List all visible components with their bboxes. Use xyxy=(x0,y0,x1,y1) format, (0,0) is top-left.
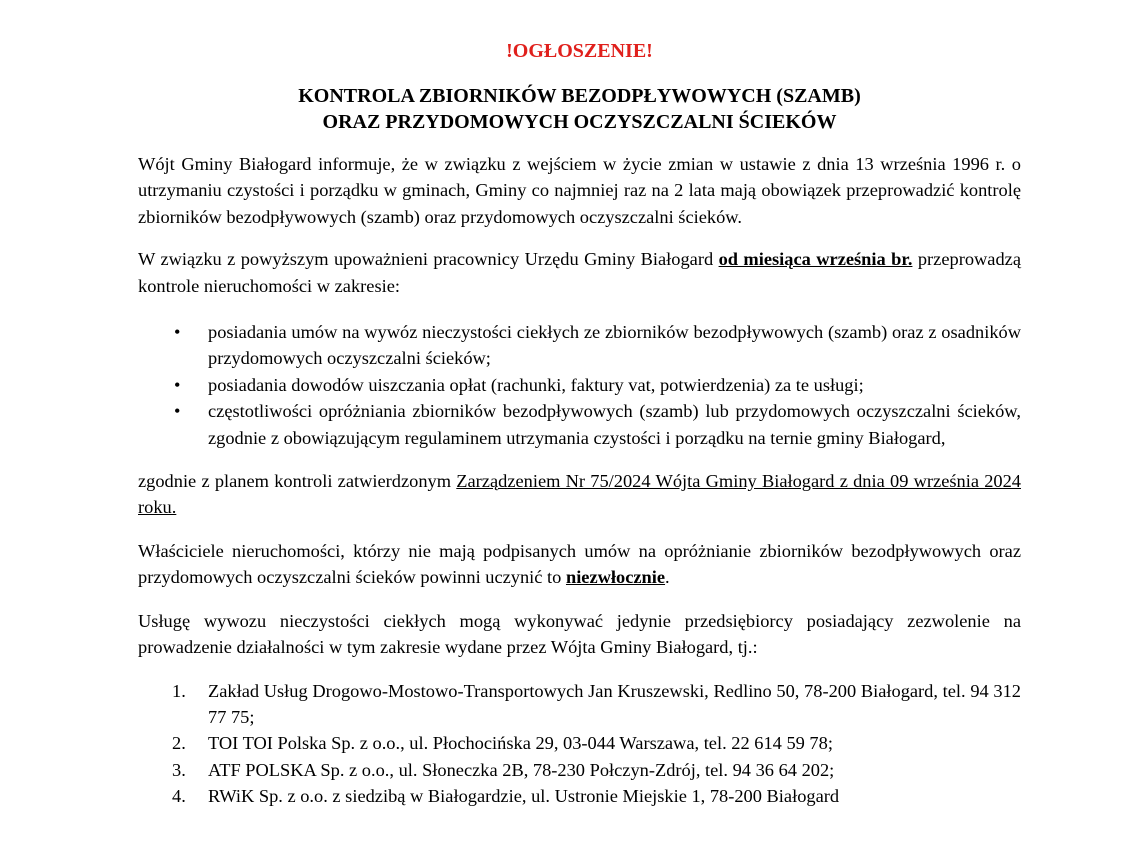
list-number: 3. xyxy=(172,759,186,780)
title-line-2: ORAZ PRZYDOMOWYCH OCZYSZCZALNI ŚCIEKÓW xyxy=(322,111,837,133)
firm-text: Zakład Usług Drogowo-Mostowo-Transportowych Jan Kruszewski, Redlino 50, 78-200 Białogard, tel. 94 312 77 75; xyxy=(208,680,1021,727)
title-line-1: KONTROLA ZBIORNIKÓW BEZODPŁYWOWYCH (SZAMB) xyxy=(298,85,861,107)
start-date-emphasis: od miesiąca września br. xyxy=(718,249,913,270)
intro-paragraph: Wójt Gminy Białogard informuje, że w związku z wejściem w życie zmian w ustawie z dnia 13 września 1996 r. o utrzymaniu czystości i porządku w gminach, Gminy co najmniej raz na 2 lata mają obowiązek przeprowadzić kontrolę zbiorników bezodpływowych (szamb) oraz przydomowych oczyszczalni ścieków. xyxy=(138,154,1021,227)
scope-text-before: W związku z powyższym upoważnieni pracownicy Urzędu Gminy Białogard xyxy=(138,249,719,270)
bullet-icon: • xyxy=(174,374,181,395)
document-title xyxy=(138,83,1021,135)
inspection-scope-paragraph xyxy=(138,246,1021,299)
list-item xyxy=(138,730,1021,756)
licensed-firms-list xyxy=(138,678,1021,810)
list-number: 2. xyxy=(172,733,186,754)
list-item xyxy=(138,372,1021,398)
firm-text: RWiK Sp. z o.o. z siedzibą w Białogardzie, ul. Ustronie Miejskie 1, 78-200 Białogard xyxy=(208,786,840,807)
owners-text-after: . xyxy=(665,567,670,588)
list-number: 4. xyxy=(172,786,186,807)
firm-text: TOI TOI Polska Sp. z o.o., ul. Płochocińska 29, 03-044 Warszawa, tel. 22 614 59 78; xyxy=(208,733,833,754)
announcement-page xyxy=(138,38,1021,810)
list-item xyxy=(138,398,1021,451)
owners-paragraph xyxy=(138,538,1021,591)
ordinance-paragraph xyxy=(138,468,1021,521)
firm-text: ATF POLSKA Sp. z o.o., ul. Słoneczka 2B, 78-230 Połczyn-Zdrój, tel. 94 36 64 202; xyxy=(208,759,835,780)
bullet-icon: • xyxy=(174,401,181,422)
owners-text-before: Właściciele nieruchomości, którzy nie mają podpisanych umów na opróżnianie zbiorników bezodpływowych oraz przydomowych oczyszczalni ścieków powinni uczynić to xyxy=(138,540,1021,588)
ordinance-link[interactable]: Zarządzeniem Nr 75/2024 Wójta Gminy Białogard z dnia 09 września 2024 roku. xyxy=(138,471,1021,518)
list-item-text: posiadania dowodów uiszczania opłat (rachunki, faktury vat, potwierdzenia) za te usługi; xyxy=(208,374,864,395)
list-item xyxy=(138,783,1021,809)
list-number: 1. xyxy=(172,680,186,701)
list-item xyxy=(138,757,1021,783)
providers-paragraph: Usługę wywozu nieczystości ciekłych mogą wykonywać jedynie przedsiębiorcy posiadający zezwolenie na prowadzenie działalności w tym zakresie wydane przez Wójta Gminy Białogard, tj.: xyxy=(138,610,1021,658)
list-item xyxy=(138,319,1021,372)
list-item-text: posiadania umów na wywóz nieczystości ciekłych ze zbiorników bezodpływowych (szamb) oraz z osadników przydomowych oczyszczalni ścieków; xyxy=(208,322,1021,369)
inspection-scope-list xyxy=(138,319,1021,451)
bullet-icon: • xyxy=(174,322,181,343)
list-item xyxy=(138,678,1021,731)
ordinance-text-before: zgodnie z planem kontroli zatwierdzonym xyxy=(138,471,457,492)
scope-text-after: przeprowadzą kontrole nieruchomości w zakresie: xyxy=(138,249,1021,296)
notice-heading: !OGŁOSZENIE! xyxy=(506,40,653,62)
list-item-text: częstotliwości opróżniania zbiorników bezodpływowych (szamb) lub przydomowych oczyszczalni ścieków, zgodnie z obowiązującym regulaminem utrzymania czystości i porządku na ternie gminy Białogard, xyxy=(208,401,1021,448)
immediately-emphasis: niezwłocznie xyxy=(565,567,666,588)
